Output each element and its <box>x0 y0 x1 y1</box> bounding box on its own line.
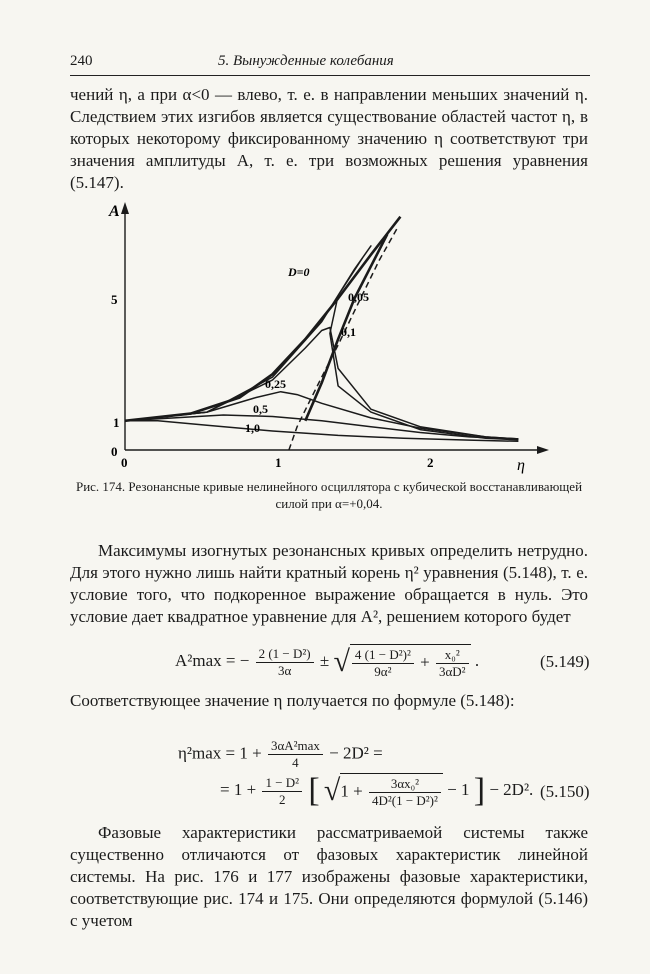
y-axis-arrow <box>121 202 129 214</box>
curve-label-d0: D=0 <box>288 265 310 279</box>
paragraph-3: Соответствующее значение η получается по формуле (5.148): <box>70 691 515 710</box>
x-axis-label: η <box>517 457 525 474</box>
x-tick-0: 0 <box>121 455 128 470</box>
paragraph-1: чений η, а при α<0 — влево, т. е. в направлении меньших значений η. Следствием этих изгибов является существование областей частот η, в которых некоторому фиксированному значению η соответствуют три значения амплитуды A, т. е. три возможных решения уравнения (5.147). <box>70 85 588 192</box>
y-tick-0: 0 <box>111 444 118 459</box>
curve-label-01: 0,1 <box>341 325 356 339</box>
curve-2 <box>125 246 518 440</box>
equation-5-150-line1: η²max = 1 + $\frac{\text{3αA²max}}{4}$ − 2D² = <box>178 738 383 770</box>
eq1-pm: ± <box>319 650 330 670</box>
eq2-number: (5.150) <box>540 782 590 801</box>
eq1-fraction-1: $\frac{\text{2 (1 − D²)}}{3\alpha}$ <box>256 646 314 679</box>
equation-5-149: A²max = − $\frac{\text{2 (1 − D²)}}{3\alpha}$ ± √ $\frac{\text{4 (1 − D²)²}}{\text{9α²}}$ + $\frac{\text{x₀²}}{\text{3αD²}}$ . <box>175 645 480 679</box>
x-tick-2: 2 <box>427 455 434 470</box>
curve-label-05: 0,5 <box>253 402 268 416</box>
eq1-lhs: A²max = − <box>175 650 250 670</box>
page-number: 240 <box>70 53 93 69</box>
curve-5 <box>125 415 518 439</box>
x-axis-arrow <box>537 446 549 454</box>
curve-label-005: 0,05 <box>348 290 369 304</box>
paragraph-4: Фазовые характеристики рассматриваемой системы также существенно отличаются от фазовых характеристик линейной системы. На рис. 176 и 177 изображены фазовые характеристики, соответствующие рис. 174 и 175. Они определяются формулой (5.146) с учетом <box>70 823 588 930</box>
curve-label-025: 0,25 <box>265 377 286 391</box>
curve-0 <box>125 217 400 421</box>
y-tick-1: 1 <box>113 415 120 430</box>
curve-label-10: 1,0 <box>245 421 260 435</box>
eq1-number: (5.149) <box>540 652 590 671</box>
curve-6 <box>125 421 518 442</box>
equation-5-150-line2: = 1 + $\frac{\text{1 − D²}}{2}$ [ √1 + $\frac{\text{3αx₀²}}{\text{4D²(1 − D²)²}}$ − 1 ] − 2D². <box>220 772 534 809</box>
resonance-figure <box>95 200 555 475</box>
y-axis-label: A <box>109 203 120 220</box>
figure-caption: Рис. 174. Резонансные кривые нелинейного осциллятора с кубической восстанавливающей силой при α=+0,04. <box>75 479 583 511</box>
chapter-title: 5. Вынужденные колебания <box>218 53 394 69</box>
y-tick-5: 5 <box>111 292 118 307</box>
eq1-sqrt: √ $\frac{\text{4 (1 − D²)²}}{\text{9α²}}$ + $\frac{\text{x₀²}}{\text{3αD²}}$ <box>333 644 470 680</box>
plot-area <box>125 217 518 450</box>
paragraph-2: Максимумы изогнутых резонансных кривых определить нетрудно. Для этого нужно лишь найти кратный корень η² уравнения (5.148), т. е. условие того, что подкоренное выражение обращается в нуль. Это условие дает квадратное уравнение для A², решением которого будет <box>70 541 588 626</box>
page-header <box>70 53 590 76</box>
x-tick-1: 1 <box>275 455 282 470</box>
